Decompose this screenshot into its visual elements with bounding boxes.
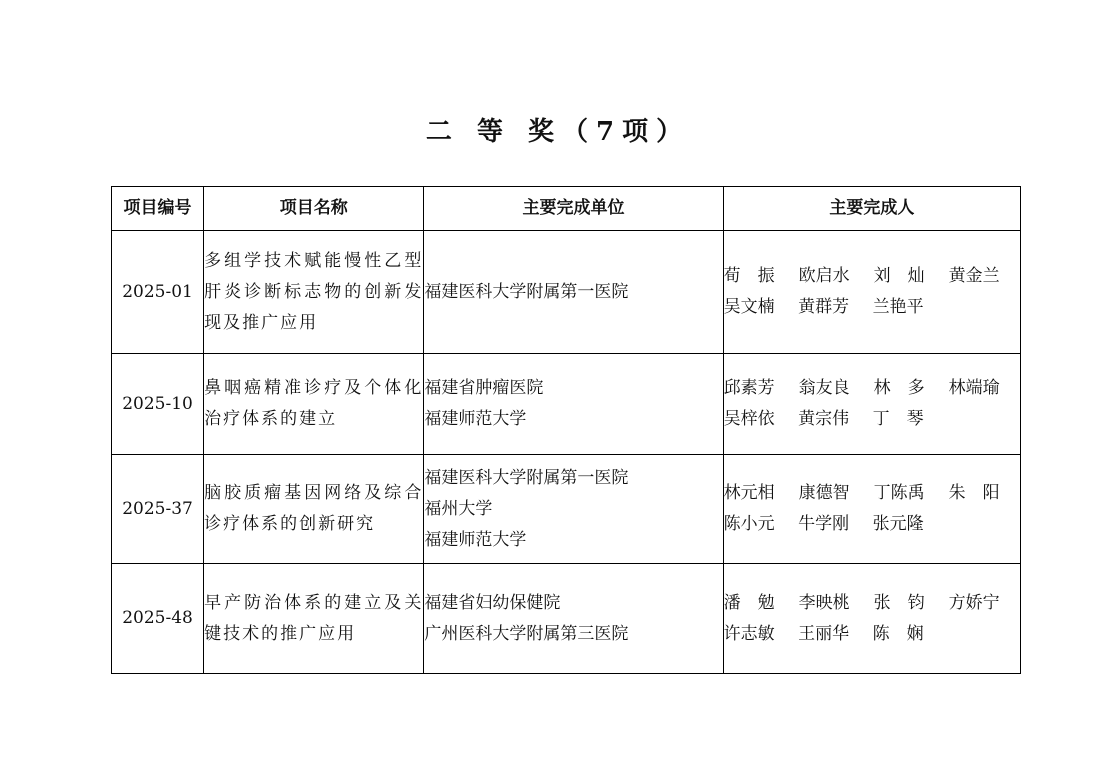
unit-name: 福建师范大学	[424, 529, 527, 550]
person-name: 黄宗伟	[798, 409, 850, 429]
project-id: 2025-10	[112, 354, 204, 455]
unit-name: 福建医科大学附属第一医院	[424, 467, 629, 488]
person-name: 翁友良	[798, 378, 850, 398]
people-line	[724, 373, 1000, 404]
project-name: 多组学技术赋能慢性乙型肝炎诊断标志物的创新发现及推广应用	[204, 231, 424, 354]
people-line	[724, 588, 1000, 619]
page-title: 二 等 奖（7项）	[425, 117, 691, 147]
person-name: 吴梓依	[723, 409, 775, 429]
person-name: 林端瑜	[948, 378, 1000, 398]
person-name: 林元相	[723, 483, 775, 503]
person-name: 王丽华	[798, 623, 850, 644]
person-name: 荀 振	[723, 266, 775, 286]
person-name: 许志敏	[723, 623, 775, 644]
person-name: 康德智	[798, 483, 850, 503]
project-id: 2025-37	[112, 455, 204, 564]
project-people	[723, 455, 1020, 564]
project-units	[424, 231, 723, 354]
project-units	[424, 455, 723, 564]
project-units	[424, 564, 723, 674]
person-name: 邱素芳	[723, 378, 775, 398]
person-name: 黄金兰	[948, 266, 1000, 286]
header-main-unit: 主要完成单位	[424, 187, 723, 231]
person-name: 兰艳平	[872, 297, 924, 317]
project-people	[723, 564, 1020, 674]
project-people	[723, 231, 1020, 354]
people-line	[724, 619, 1000, 650]
unit-name: 福建医科大学附属第一医院	[424, 281, 629, 302]
project-name: 脑胶质瘤基因网络及综合诊疗体系的创新研究	[204, 455, 424, 564]
header-project-id: 项目编号	[112, 187, 204, 231]
people-line	[724, 261, 1000, 292]
unit-name: 广州医科大学附属第三医院	[424, 623, 629, 644]
project-name: 鼻咽癌精准诊疗及个体化治疗体系的建立	[204, 354, 424, 455]
person-name: 黄群芳	[798, 297, 850, 317]
header-main-people: 主要完成人	[723, 187, 1020, 231]
person-name: 欧启水	[798, 266, 850, 286]
person-name: 丁陈禹	[873, 483, 925, 503]
people-line	[724, 509, 1000, 540]
person-name: 李映桃	[798, 592, 850, 613]
project-people	[723, 354, 1020, 455]
table-row	[112, 564, 1021, 674]
project-id: 2025-48	[112, 564, 204, 674]
person-name: 林 多	[873, 378, 925, 398]
award-table	[111, 186, 1021, 674]
table-row	[112, 231, 1021, 354]
people-line	[724, 404, 1000, 435]
person-name: 刘 灿	[873, 266, 925, 286]
person-name: 陈 娴	[872, 623, 924, 644]
person-name: 方娇宁	[948, 592, 1000, 613]
project-name: 早产防治体系的建立及关键技术的推广应用	[204, 564, 424, 674]
people-line	[724, 292, 1000, 323]
project-units	[424, 354, 723, 455]
person-name: 牛学刚	[798, 514, 850, 534]
person-name: 张 钧	[873, 592, 925, 613]
person-name: 吴文楠	[723, 297, 775, 317]
project-id: 2025-01	[112, 231, 204, 354]
unit-name: 福建省妇幼保健院	[424, 592, 561, 613]
unit-name: 福建师范大学	[424, 409, 527, 429]
person-name: 陈小元	[723, 514, 775, 534]
people-line	[724, 478, 1000, 509]
person-name: 丁 琴	[872, 409, 924, 429]
table-row	[112, 354, 1021, 455]
person-name: 潘 勉	[723, 592, 775, 613]
header-project-name: 项目名称	[204, 187, 424, 231]
person-name: 朱 阳	[948, 483, 1000, 503]
person-name: 张元隆	[872, 514, 924, 534]
unit-name: 福州大学	[424, 498, 493, 519]
table-header-row	[112, 187, 1021, 231]
table-row	[112, 455, 1021, 564]
unit-name: 福建省肿瘤医院	[424, 378, 544, 398]
